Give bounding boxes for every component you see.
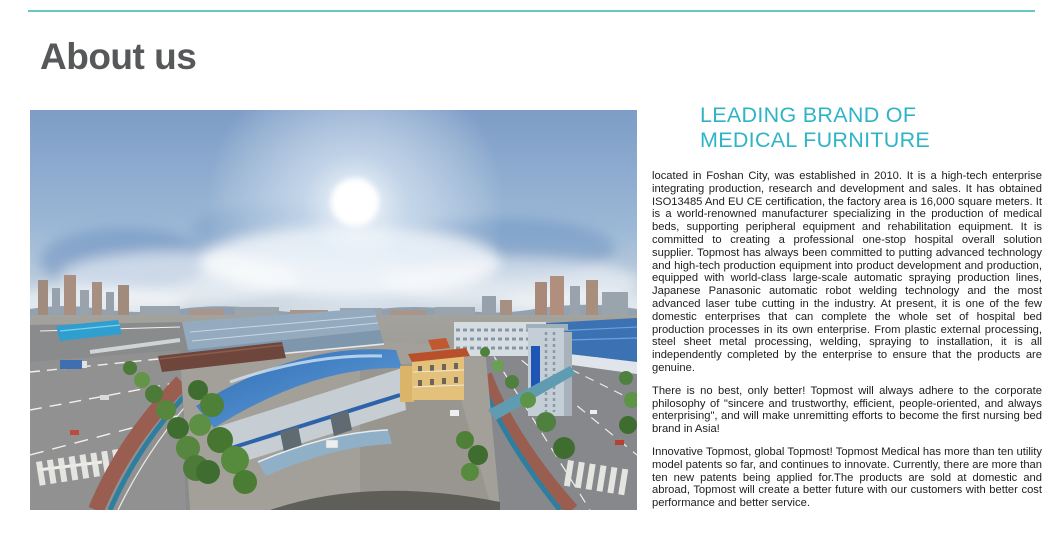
factory-panorama-photo <box>30 110 637 510</box>
white-van <box>326 440 338 448</box>
about-paragraph-2: There is no best, only better! Topmost will always adhere to the corporate philosophy of "sincere and trustworthy, efficient, people-oriented, and always enterprising", and will make unremitting efforts to become the first nursing bed brand in Asia! <box>652 384 1042 436</box>
page-title: About us <box>40 36 197 77</box>
about-text-column <box>652 103 1042 510</box>
section-headline <box>700 103 1042 153</box>
top-accent-divider <box>28 10 1035 12</box>
factory-panorama-illustration <box>30 110 637 510</box>
blue-sign <box>531 346 540 388</box>
about-paragraph-1: located in Foshan City, was established in 2010. It is a high-tech enterprise integrating production, research and development and sales. It has obtained ISO13485 And EU CE certification, the factory area is 16,000 square meters. It is a world-renowned manufacturer specializing in the production of medical beds, supporting peripheral equipment and rehabilitation equipment. It is committed to creating a professional one-stop hospital overall solution supplier. Topmost has always been committed to putting advanced technology and high-tech production equipment into product development and production, equipped with world-class large-scale automatic spraying production lines, Japanese Panasonic automatic robot welding technology and the most advanced laser tube cutting in the industry. At present, it is one of the few domestic enterprises that can complete the whole set of hospital bed production processes in its own enterprise. From plastic external processing, steel sheet metal processing, welding, spraying to installation, it is all independently completed by the enterprise to ensure that the products are genuine. <box>652 170 1042 374</box>
headline-line-1: LEADING BRAND OF <box>700 103 917 127</box>
headline-line-2: MEDICAL FURNITURE <box>700 128 931 152</box>
about-paragraph-3: Innovative Topmost, global Topmost! Topmost Medical has more than ten utility model patents so far, and continues to innovate. Currently, there are more than ten new patents being applied for.The products are sold at domestic and abroad, Topmost will create a better future with our customers with better cost performance and better service. <box>652 445 1042 510</box>
about-body <box>652 170 1042 510</box>
truck <box>60 360 82 369</box>
